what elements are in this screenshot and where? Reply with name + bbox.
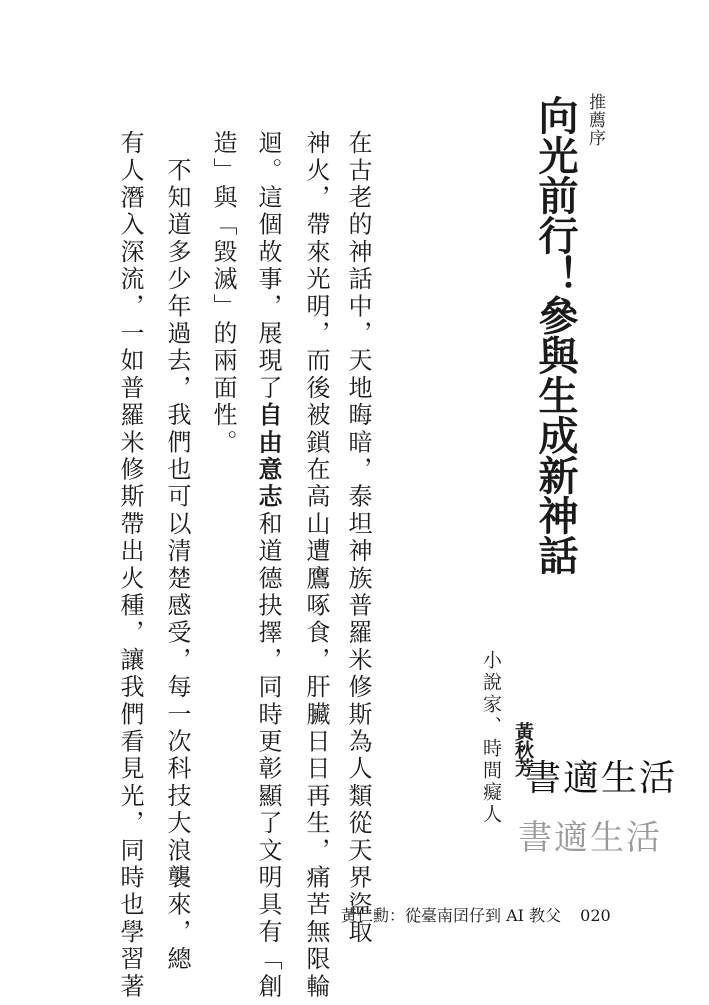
body-column-5: 不知道多少年過去，我們也可以清楚感受，每一次科技大浪襲來，總 <box>163 130 191 974</box>
page-footer <box>341 903 611 926</box>
body-column-3 <box>254 130 283 1001</box>
recommendation-label: 推薦序 <box>585 93 605 147</box>
body-text: 迴。這個故事，展現了 <box>254 130 282 402</box>
watermark-stamp-faded: 書適生活 <box>518 818 662 858</box>
author-name: 黃秋芳 <box>512 722 534 776</box>
chapter-title: 向光前行！參與生成新神話 <box>532 95 578 575</box>
running-title: 黃仁勳：從臺南囝仔到 AI 教父 <box>341 906 562 925</box>
body-column-4: 造」與「毀滅」的兩面性。 <box>209 130 237 457</box>
emphasis-free-will: 自由意志 <box>254 402 283 511</box>
body-column-6: 有人潛入深流，一如普羅米修斯帶出火種，讓我們看見光，同時也學習著 <box>116 130 144 1001</box>
body-text: 和道德抉擇，同時更彰顯了文明具有「創 <box>254 510 282 1001</box>
body-column-1: 在古老的神話中，天地晦暗，泰坦神族普羅米修斯為人類從天界盜取 <box>344 130 372 946</box>
page-number: 020 <box>580 906 611 925</box>
watermark-stamp: 書適生活 <box>525 758 678 799</box>
body-column-2: 神火，帶來光明，而後被鎖在高山遭鷹啄食，肝臟日日再生，痛苦無限輪 <box>302 130 330 1001</box>
author-role: 小說家、時間癡人 <box>480 650 502 826</box>
